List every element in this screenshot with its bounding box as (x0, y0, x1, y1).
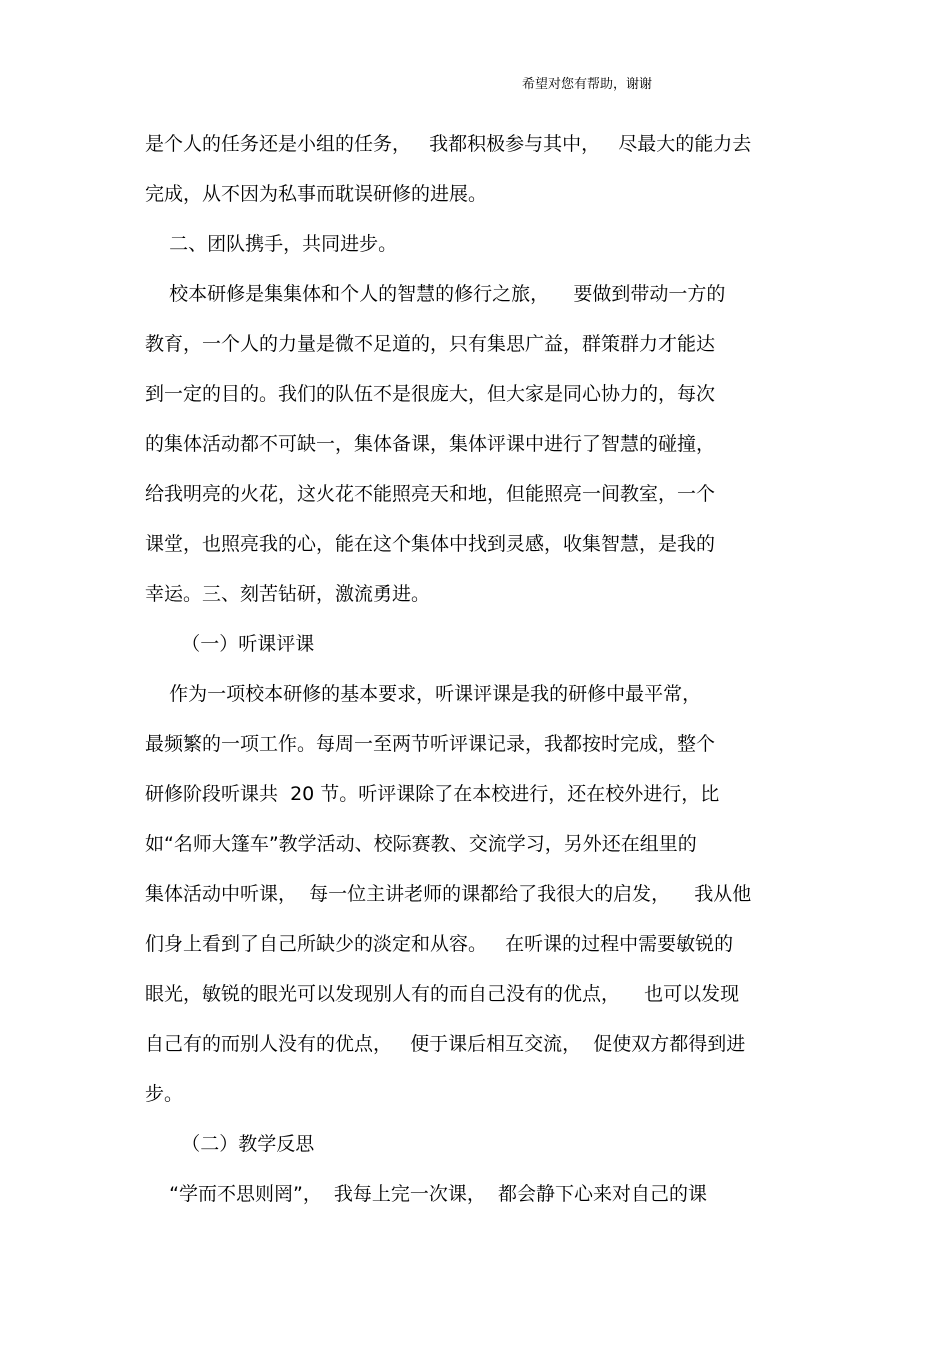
text-line: 课堂，也照亮我的心，能在这个集体中找到灵感，收集智慧，是我的 (145, 533, 716, 555)
page-header-note: 希望对您有帮助，谢谢 (522, 77, 653, 92)
text-line: 给我明亮的火花，这火花不能照亮天和地，但能照亮一间教室，一个 (145, 483, 716, 505)
text-line: 完成，从不因为私事而耽误研修的进展。 (145, 183, 488, 205)
section-heading: 二、团队携手，共同进步。 (145, 233, 398, 255)
text-line: 们身上看到了自己所缺少的淡定和从容。 在听课的过程中需要敏锐的 (145, 933, 734, 955)
text-line: 的集体活动都不可缺一，集体备课，集体评课中进行了智慧的碰撞， (145, 433, 716, 455)
text-line: 校本研修是集集体和个人的智慧的修行之旅， 要做到带动一方的 (145, 283, 726, 305)
text-line: “学而不思则罔”， 我每上完一次课， 都会静下心来对自己的课 (145, 1183, 708, 1205)
text-line: 如“名师大篷车”教学活动、校际赛教、交流学习，另外还在组里的 (145, 833, 697, 855)
subsection-heading: （一）听课评课 (145, 633, 315, 655)
text-line: 眼光，敏锐的眼光可以发现别人有的而自己没有的优点， 也可以发现 (145, 983, 740, 1005)
text-line: 集体活动中听课， 每一位主讲老师的课都给了我很大的启发， 我从他 (145, 883, 752, 905)
text-line: 作为一项校本研修的基本要求，听课评课是我的研修中最平常， (145, 683, 702, 705)
text-line: 研修阶段听课共 20 节。听评课除了在本校进行，还在校外进行，比 (145, 783, 720, 805)
text-line: 到一定的目的。我们的队伍不是很庞大，但大家是同心协力的，每次 (145, 383, 716, 405)
text-line: 幸运。三、刻苦钻研，激流勇进。 (145, 583, 431, 605)
text-line: 自己有的而别人没有的优点， 便于课后相互交流， 促使双方都得到进 (145, 1033, 746, 1055)
text-line: 是个人的任务还是小组的任务， 我都积极参与其中， 尽最大的能力去 (145, 133, 752, 155)
text-line: 步。 (145, 1083, 184, 1105)
text-line: 最频繁的一项工作。每周一至两节听评课记录，我都按时完成，整个 (145, 733, 716, 755)
subsection-heading: （二）教学反思 (145, 1133, 315, 1155)
text-line: 教育，一个人的力量是微不足道的，只有集思广益，群策群力才能达 (145, 333, 716, 355)
